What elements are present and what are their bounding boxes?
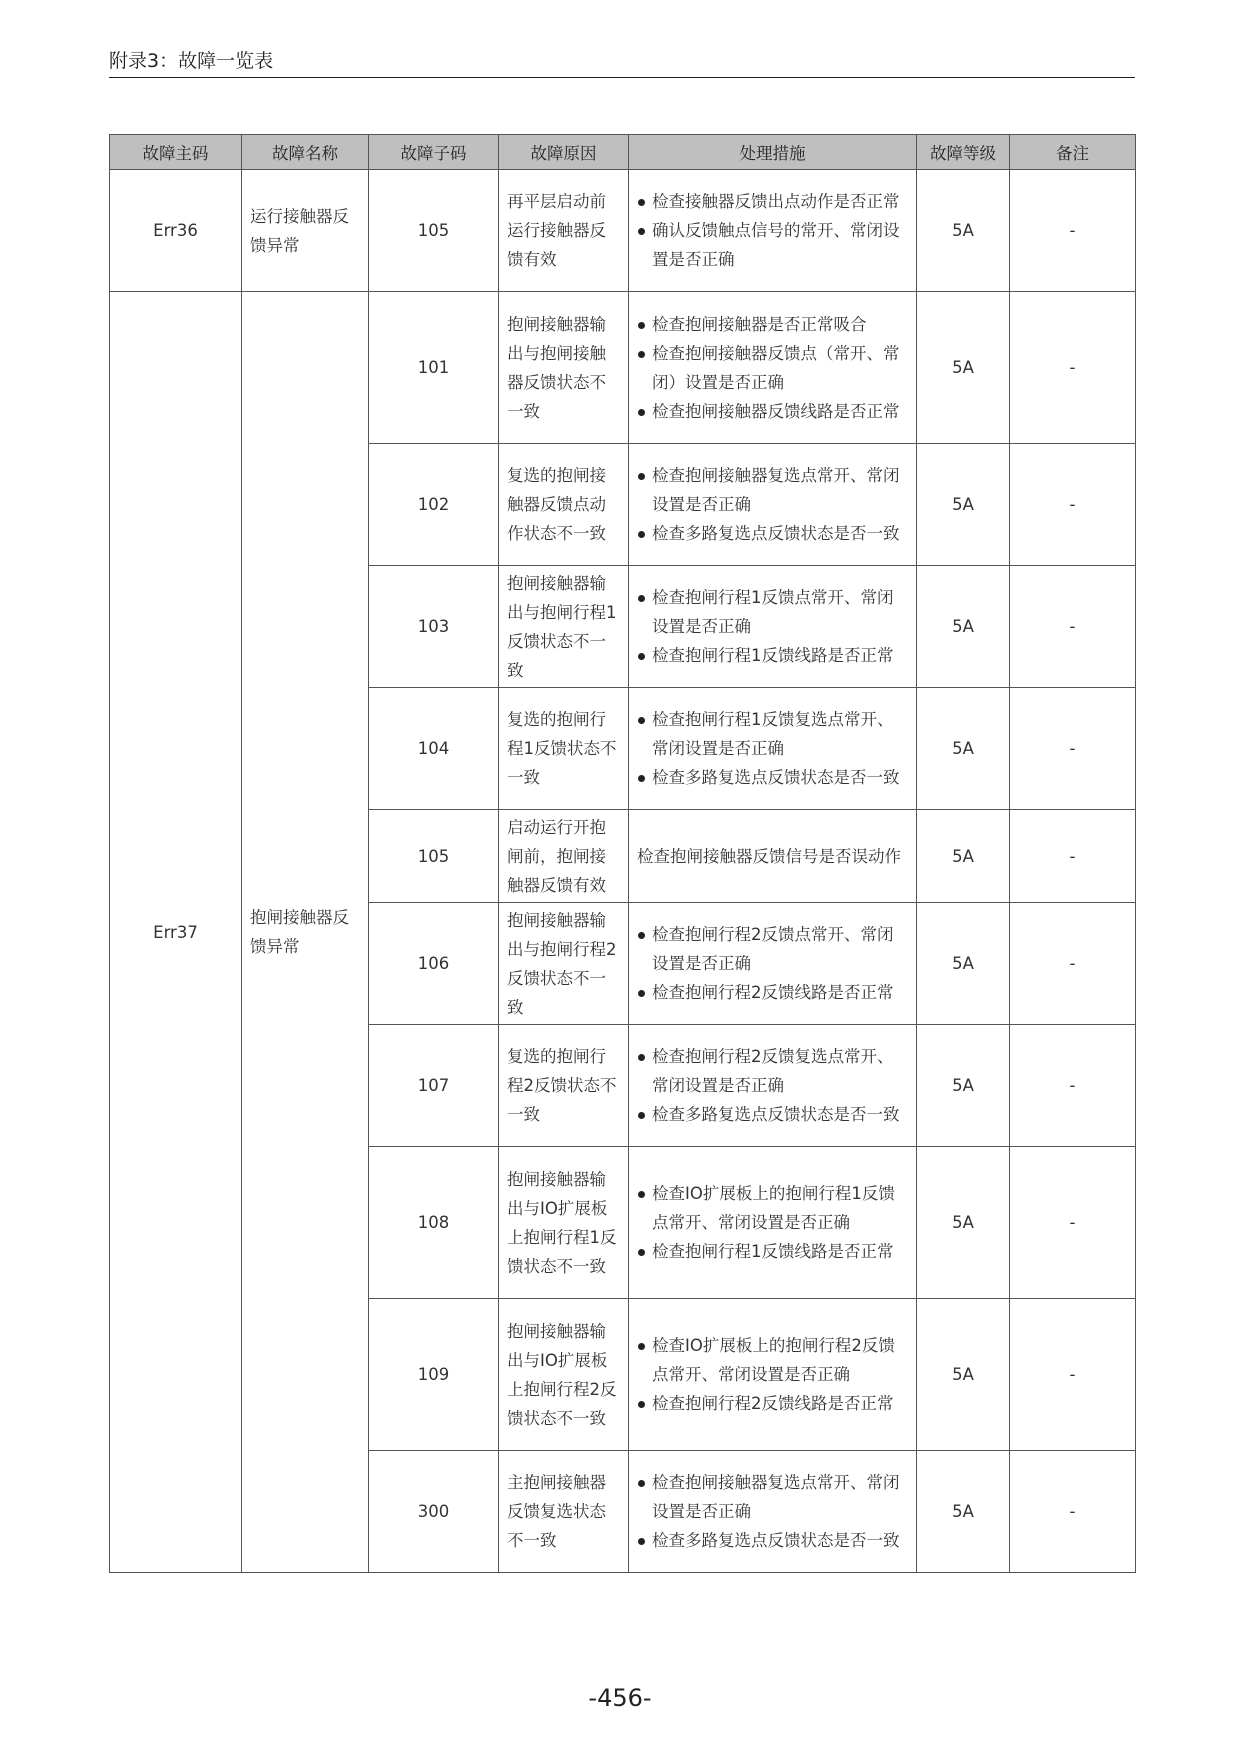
fault-note: -: [1010, 566, 1136, 688]
table-row: [110, 170, 1136, 292]
fault-measures: [629, 1025, 917, 1147]
fault-sub-code: 107: [369, 1025, 499, 1147]
fault-cause: 复选的抱闸行程1反馈状态不一致: [499, 688, 629, 810]
fault-level: 5A: [917, 1299, 1010, 1451]
fault-measures: [629, 170, 917, 292]
fault-note: -: [1010, 292, 1136, 444]
fault-note: -: [1010, 1299, 1136, 1451]
measure-item: 检查多路复选点反馈状态是否一致: [637, 763, 908, 792]
fault-cause: 启动运行开抱闸前，抱闸接触器反馈有效: [499, 810, 629, 903]
measure-item: 确认反馈触点信号的常开、常闭设置是否正确: [637, 216, 908, 274]
fault-measures: [629, 444, 917, 566]
table-row: [110, 292, 1136, 444]
fault-note: -: [1010, 810, 1136, 903]
fault-sub-code: 103: [369, 566, 499, 688]
fault-cause: 复选的抱闸行程2反馈状态不一致: [499, 1025, 629, 1147]
fault-name: 运行接触器反馈异常: [242, 170, 369, 292]
table-header-row: [110, 135, 1136, 170]
fault-note: -: [1010, 1451, 1136, 1573]
fault-measures: [629, 566, 917, 688]
fault-measures: [629, 1147, 917, 1299]
fault-sub-code: 105: [369, 810, 499, 903]
column-header: 故障等级: [917, 135, 1010, 170]
page-title: 附录3：故障一览表: [109, 50, 274, 72]
measure-item: 检查多路复选点反馈状态是否一致: [637, 1526, 908, 1555]
fault-level: 5A: [917, 903, 1010, 1025]
fault-measures: [629, 1451, 917, 1573]
fault-level: 5A: [917, 1025, 1010, 1147]
fault-cause: 再平层启动前运行接触器反馈有效: [499, 170, 629, 292]
fault-cause: 抱闸接触器输出与IO扩展板上抱闸行程2反馈状态不一致: [499, 1299, 629, 1451]
fault-table: [109, 134, 1136, 1573]
fault-cause: 复选的抱闸接触器反馈点动作状态不一致: [499, 444, 629, 566]
fault-level: 5A: [917, 566, 1010, 688]
fault-sub-code: 106: [369, 903, 499, 1025]
measure-item: 检查抱闸行程2反馈点常开、常闭设置是否正确: [637, 920, 908, 978]
fault-measures: [629, 688, 917, 810]
fault-cause: 抱闸接触器输出与抱闸接触器反馈状态不一致: [499, 292, 629, 444]
page-header: [109, 48, 1135, 78]
fault-measures: 检查抱闸接触器反馈信号是否误动作: [629, 810, 917, 903]
column-header: 故障主码: [110, 135, 242, 170]
measure-item: 检查抱闸行程2反馈复选点常开、常闭设置是否正确: [637, 1042, 908, 1100]
fault-level: 5A: [917, 444, 1010, 566]
measure-item: 检查抱闸接触器反馈线路是否正常: [637, 397, 908, 426]
fault-sub-code: 102: [369, 444, 499, 566]
fault-cause: 抱闸接触器输出与抱闸行程1反馈状态不一致: [499, 566, 629, 688]
measure-item: 检查抱闸接触器反馈点（常开、常闭）设置是否正确: [637, 339, 908, 397]
fault-cause: 主抱闸接触器反馈复选状态不一致: [499, 1451, 629, 1573]
fault-sub-code: 105: [369, 170, 499, 292]
column-header: 故障子码: [369, 135, 499, 170]
fault-main-code: Err37: [110, 292, 242, 1573]
fault-measures: [629, 903, 917, 1025]
fault-level: 5A: [917, 1451, 1010, 1573]
fault-level: 5A: [917, 170, 1010, 292]
measure-item: 检查IO扩展板上的抱闸行程1反馈点常开、常闭设置是否正确: [637, 1179, 908, 1237]
column-header: 故障名称: [242, 135, 369, 170]
fault-sub-code: 300: [369, 1451, 499, 1573]
fault-level: 5A: [917, 688, 1010, 810]
fault-note: -: [1010, 444, 1136, 566]
measure-item: 检查抱闸行程1反馈线路是否正常: [637, 641, 908, 670]
measure-item: 检查接触器反馈出点动作是否正常: [637, 187, 908, 216]
measure-item: 检查抱闸接触器是否正常吸合: [637, 310, 908, 339]
measure-item: 检查抱闸行程1反馈线路是否正常: [637, 1237, 908, 1266]
fault-level: 5A: [917, 1147, 1010, 1299]
fault-note: -: [1010, 688, 1136, 810]
fault-sub-code: 101: [369, 292, 499, 444]
fault-cause: 抱闸接触器输出与抱闸行程2反馈状态不一致: [499, 903, 629, 1025]
measure-item: 检查抱闸行程1反馈复选点常开、常闭设置是否正确: [637, 705, 908, 763]
measure-item: 检查抱闸行程1反馈点常开、常闭设置是否正确: [637, 583, 908, 641]
column-header: 处理措施: [629, 135, 917, 170]
fault-level: 5A: [917, 292, 1010, 444]
column-header: 备注: [1010, 135, 1136, 170]
fault-note: -: [1010, 1147, 1136, 1299]
fault-measures: [629, 292, 917, 444]
measure-item: 检查抱闸行程2反馈线路是否正常: [637, 1389, 908, 1418]
measure-item: 检查多路复选点反馈状态是否一致: [637, 1100, 908, 1129]
measure-item: 检查抱闸接触器复选点常开、常闭设置是否正确: [637, 461, 908, 519]
column-header: 故障原因: [499, 135, 629, 170]
measure-item: 检查抱闸接触器复选点常开、常闭设置是否正确: [637, 1468, 908, 1526]
measure-item: 检查多路复选点反馈状态是否一致: [637, 519, 908, 548]
page-number: -456-: [588, 1684, 652, 1712]
fault-level: 5A: [917, 810, 1010, 903]
fault-note: -: [1010, 170, 1136, 292]
fault-name: 抱闸接触器反馈异常: [242, 292, 369, 1573]
measure-item: 检查抱闸行程2反馈线路是否正常: [637, 978, 908, 1007]
fault-sub-code: 104: [369, 688, 499, 810]
fault-note: -: [1010, 903, 1136, 1025]
fault-measures: [629, 1299, 917, 1451]
fault-cause: 抱闸接触器输出与IO扩展板上抱闸行程1反馈状态不一致: [499, 1147, 629, 1299]
measure-item: 检查IO扩展板上的抱闸行程2反馈点常开、常闭设置是否正确: [637, 1331, 908, 1389]
fault-note: -: [1010, 1025, 1136, 1147]
fault-main-code: Err36: [110, 170, 242, 292]
fault-sub-code: 108: [369, 1147, 499, 1299]
fault-sub-code: 109: [369, 1299, 499, 1451]
